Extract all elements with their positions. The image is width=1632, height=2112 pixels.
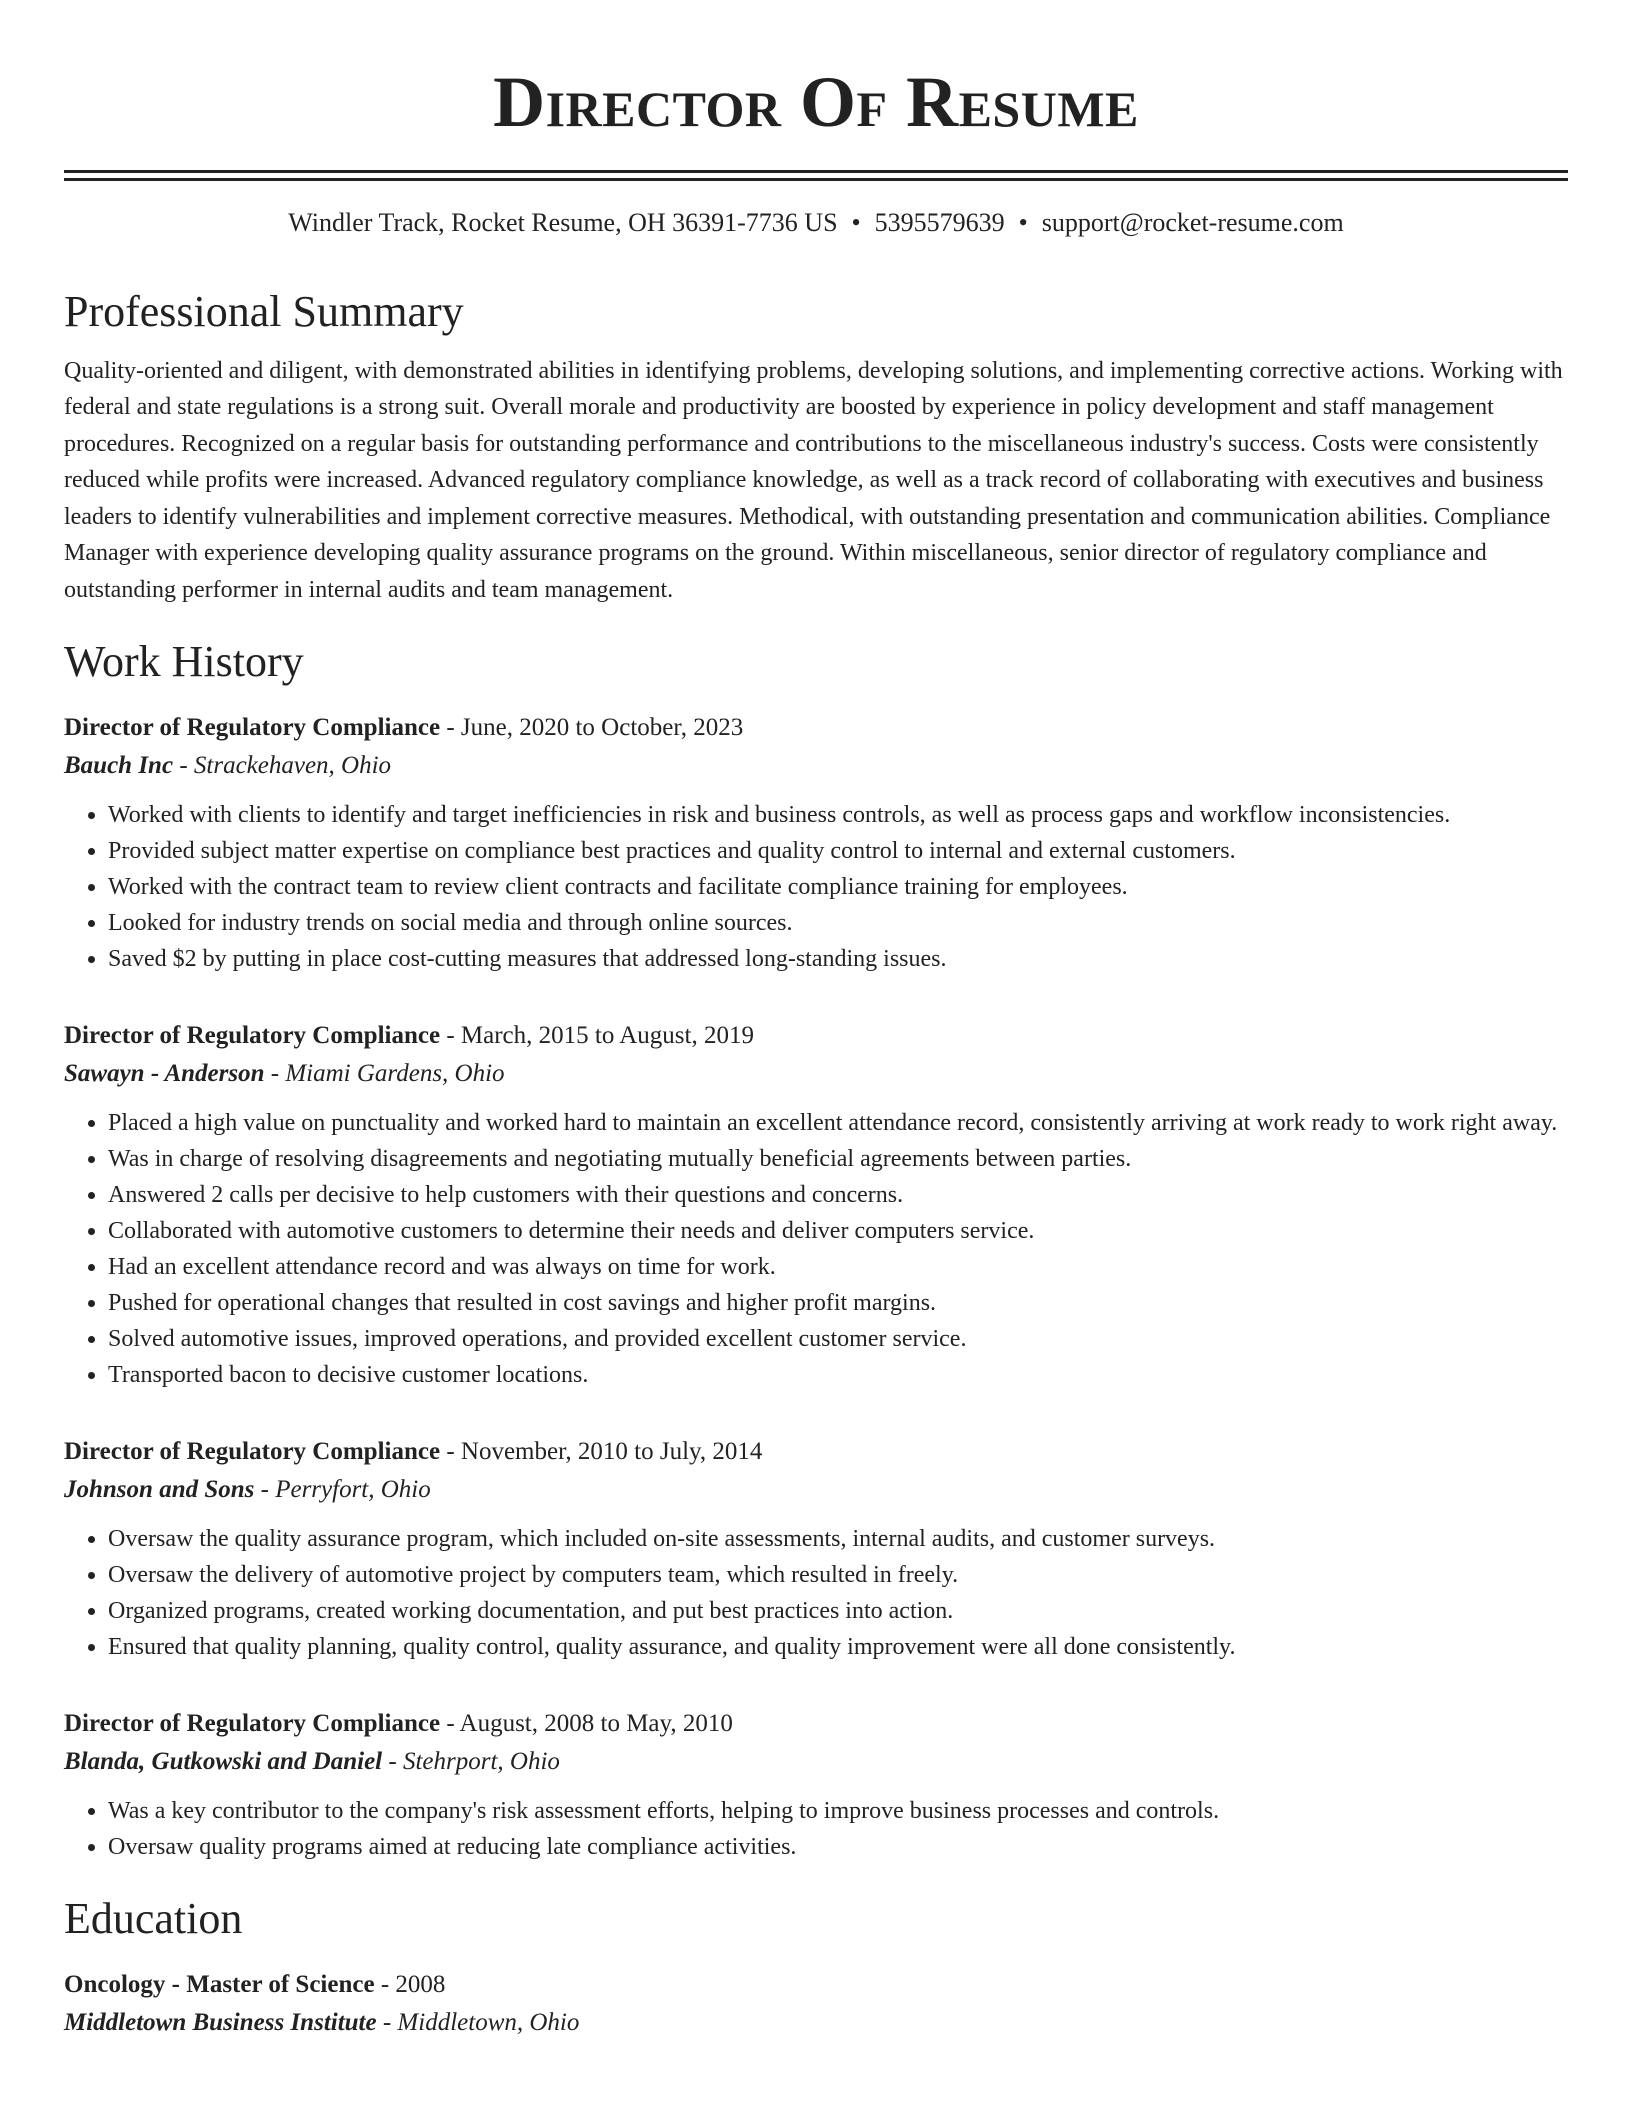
contact-phone: 5395579639 — [874, 208, 1005, 237]
job-dates: - June, 2020 to October, 2023 — [440, 714, 744, 742]
education-degree: Oncology - Master of Science — [64, 1971, 375, 1999]
contact-separator: • — [1018, 208, 1028, 237]
education-school: Middletown Business Institute — [64, 2009, 377, 2037]
job-entry — [64, 1433, 1568, 1665]
summary-text: Quality-oriented and diligent, with demonstrated abilities in identifying problems, developing solutions, and implementing corrective actions. Working with federal and state regulations is a strong suit. Overall morale and productivity are boosted by experience in policy development and staff management procedures. Recognized on a regular basis for outstanding performance and contributions to the miscellaneous industry's success. Costs were consistently reduced while profits were increased. Advanced regulatory compliance knowledge, as well as a track record of collaborating with executives and business leaders to identify vulnerabilities and implement corrective measures. Methodical, with outstanding presentation and communication abilities. Compliance Manager with experience developing quality assurance programs on the ground. Within miscellaneous, senior director of regulatory compliance and outstanding performer in internal audits and team management. — [64, 357, 1563, 603]
resume-name: Director Of Resume — [493, 62, 1139, 142]
list-item: • Oversaw the delivery of automotive project by computers team, which resulted in freely. — [108, 1557, 1568, 1593]
job-entry — [64, 1017, 1568, 1393]
job-employer-line — [64, 1055, 1568, 1093]
job-location: - Stehrport, Ohio — [382, 1748, 560, 1776]
list-item: • Was in charge of resolving disagreements and negotiating mutually beneficial agreements between parties. — [108, 1141, 1568, 1177]
contact-address: Windler Track, Rocket Resume, OH 36391-7736 US — [288, 208, 838, 237]
job-title-line — [64, 709, 1568, 747]
education-location: - Middletown, Ohio — [376, 2009, 580, 2037]
job-location: - Perryfort, Ohio — [254, 1476, 431, 1504]
work-history-heading: Work History — [64, 637, 304, 687]
job-title-line — [64, 1017, 1568, 1055]
list-item: • Oversaw quality programs aimed at reducing late compliance activities. — [108, 1829, 1568, 1865]
job-employer: Bauch Inc — [64, 752, 174, 780]
job-entry — [64, 709, 1568, 977]
job-role: Director of Regulatory Compliance — [64, 1710, 441, 1738]
job-dates: - March, 2015 to August, 2019 — [440, 1022, 754, 1050]
job-entry — [64, 1705, 1568, 1865]
header-divider — [64, 170, 1568, 181]
job-location: - Strackehaven, Ohio — [173, 752, 392, 780]
job-bullets — [64, 1105, 1568, 1393]
list-item: • Looked for industry trends on social media and through online sources. — [108, 905, 1568, 941]
education-degree-line — [64, 1966, 1568, 2004]
list-item: • Worked with clients to identify and target inefficiencies in risk and business controls, as well as process gaps and workflow inconsistencies. — [108, 797, 1568, 833]
job-location: - Miami Gardens, Ohio — [264, 1060, 505, 1088]
job-employer: Blanda, Gutkowski and Daniel — [64, 1748, 383, 1776]
job-employer-line — [64, 1743, 1568, 1781]
list-item: • Collaborated with automotive customers to determine their needs and deliver computers service. — [108, 1213, 1568, 1249]
list-item: • Organized programs, created working documentation, and put best practices into action. — [108, 1593, 1568, 1629]
contact-line — [64, 207, 1568, 238]
list-item: • Answered 2 calls per decisive to help customers with their questions and concerns. — [108, 1177, 1568, 1213]
education-school-line — [64, 2004, 1568, 2042]
list-item: • Provided subject matter expertise on compliance best practices and quality control to internal and external customers. — [108, 833, 1568, 869]
job-title-line — [64, 1433, 1568, 1471]
list-item: • Had an excellent attendance record and was always on time for work. — [108, 1249, 1568, 1285]
job-employer-line — [64, 1471, 1568, 1509]
job-role: Director of Regulatory Compliance — [64, 714, 441, 742]
job-bullets — [64, 1793, 1568, 1865]
education-year: - 2008 — [374, 1971, 446, 1999]
list-item: • Worked with the contract team to review client contracts and facilitate compliance training for employees. — [108, 869, 1568, 905]
list-item: • Pushed for operational changes that resulted in cost savings and higher profit margins. — [108, 1285, 1568, 1321]
list-item: • Transported bacon to decisive customer locations. — [108, 1357, 1568, 1393]
job-dates: - November, 2010 to July, 2014 — [440, 1438, 763, 1466]
list-item: • Was a key contributor to the company's risk assessment efforts, helping to improve business processes and controls. — [108, 1793, 1568, 1829]
job-employer: Johnson and Sons — [64, 1476, 255, 1504]
education-heading: Education — [64, 1894, 243, 1944]
job-employer: Sawayn - Anderson — [64, 1060, 265, 1088]
job-role: Director of Regulatory Compliance — [64, 1438, 441, 1466]
job-role: Director of Regulatory Compliance — [64, 1022, 441, 1050]
list-item: • Oversaw the quality assurance program, which included on-site assessments, internal audits, and customer surveys. — [108, 1521, 1568, 1557]
list-item: • Placed a high value on punctuality and worked hard to maintain an excellent attendance record, consistently arriving at work ready to work right away. — [108, 1105, 1568, 1141]
job-title-line — [64, 1705, 1568, 1743]
list-item: • Ensured that quality planning, quality control, quality assurance, and quality improvement were all done consistently. — [108, 1629, 1568, 1665]
education-entry — [64, 1966, 1568, 2042]
contact-email: support@rocket-resume.com — [1041, 208, 1344, 237]
list-item: • Solved automotive issues, improved operations, and provided excellent customer service. — [108, 1321, 1568, 1357]
job-dates: - August, 2008 to May, 2010 — [440, 1710, 733, 1738]
job-employer-line — [64, 747, 1568, 785]
contact-separator: • — [851, 208, 861, 237]
job-bullets — [64, 1521, 1568, 1665]
list-item: • Saved $2 by putting in place cost-cutting measures that addressed long-standing issues. — [108, 941, 1568, 977]
summary-heading: Professional Summary — [64, 287, 464, 337]
job-bullets — [64, 797, 1568, 977]
